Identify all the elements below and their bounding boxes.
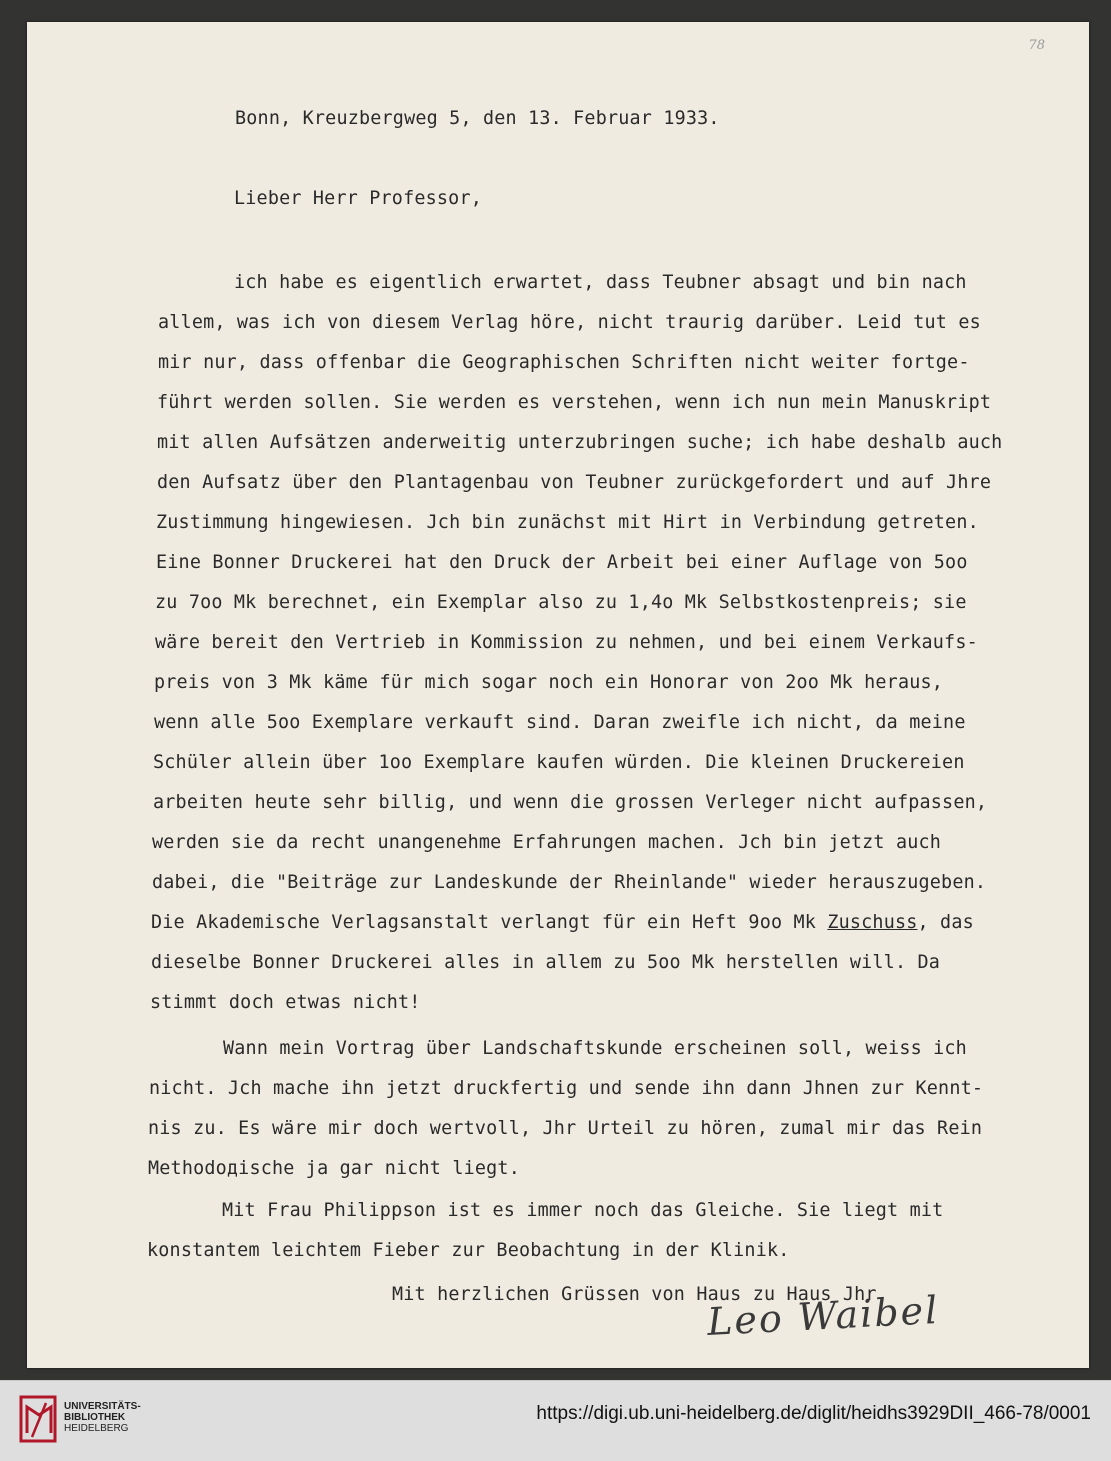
body-line: nicht. Jch mache ihn jetzt druckfertig und sende ihn dann Jhnen zur Kennt-	[149, 1078, 984, 1099]
body-line: werden sie da recht unangenehme Erfahrungen machen. Jch bin jetzt auch	[152, 832, 942, 853]
body-line: Zustimmung hingewiesen. Jch bin zunächst mit Hirt in Verbindung getreten.	[156, 512, 979, 533]
body-line: konstantem leichtem Fieber zur Beobachtung in der Klinik.	[147, 1240, 790, 1261]
library-footer	[0, 1380, 1111, 1461]
body-line: mit allen Aufsätzen anderweitig unterzubringen suche; ich habe deshalb auch	[157, 432, 1003, 453]
library-name-line: BIBLIOTHEK	[64, 1412, 126, 1423]
body-line: dabei, die "Beiträge zur Landeskunde der Rheinlande" wieder herauszugeben.	[152, 872, 987, 893]
body-text: , das	[917, 912, 974, 933]
body-line: nis zu. Es wäre mir doch wertvoll, Jhr Urteil zu hören, zumal mir das Rein	[148, 1118, 983, 1139]
letter-page	[27, 22, 1089, 1368]
library-name-line: UNIVERSITÄTS-	[64, 1401, 141, 1412]
body-line: Wann mein Vortrag über Landschaftskunde erscheinen soll, weiss ich	[223, 1038, 967, 1059]
body-line: arbeiten heute sehr billig, und wenn die grossen Verleger nicht aufpassen,	[153, 792, 988, 813]
university-library-logo-icon	[18, 1393, 60, 1445]
body-line: ich habe es eigentlich erwartet, dass Teubner absagt und bin nach	[234, 272, 967, 293]
library-name	[64, 1401, 141, 1434]
body-line: allem, was ich von diesem Verlag höre, nicht traurig darüber. Leid tut es	[158, 312, 981, 333]
closing-line: Mit herzlichen Grüssen von Haus zu Haus Jhr	[392, 1284, 877, 1305]
body-line: wäre bereit den Vertrieb in Kommission zu nehmen, und bei einem Verkaufs-	[155, 632, 978, 653]
body-line: Mit Frau Philippson ist es immer noch das Gleiche. Sie liegt mit	[222, 1200, 944, 1221]
body-line: Methodoдische ja gar nicht liegt.	[148, 1158, 520, 1179]
body-line: preis von 3 Mk käme für mich sogar noch ein Honorar von 2oo Mk heraus,	[154, 672, 944, 693]
body-line: Eine Bonner Druckerei hat den Druck der Arbeit bei einer Auflage von 5oo	[156, 552, 968, 573]
body-text: Die Akademische Verlagsanstalt verlangt für ein Heft 9oo Mk	[151, 912, 828, 933]
place-date-line: Bonn, Kreuzbergweg 5, den 13. Februar 1933.	[235, 108, 720, 129]
body-line: führt werden sollen. Sie werden es verstehen, wenn ich nun mein Manuskript	[157, 392, 992, 413]
body-line: wenn alle 5oo Exemplare verkauft sind. Daran zweifle ich nicht, da meine	[154, 712, 966, 733]
salutation: Lieber Herr Professor,	[234, 188, 482, 209]
letter-body	[27, 22, 1089, 1368]
handwritten-signature: Leo Waibel	[706, 1287, 941, 1345]
library-name-line: HEIDELBERG	[64, 1423, 129, 1434]
body-line: Schüler allein über 1oo Exemplare kaufen würden. Die kleinen Druckereien	[153, 752, 965, 773]
body-line: stimmt doch etwas nicht!	[150, 992, 421, 1013]
underlined-word: Zuschuss	[827, 912, 918, 933]
archive-page-number: 78	[1028, 38, 1045, 53]
body-line	[151, 912, 974, 934]
body-line: zu 7oo Mk berechnet, ein Exemplar also zu 1,4o Mk Selbstkostenpreis; sie	[155, 592, 967, 613]
body-line: mir nur, dass offenbar die Geographischen Schriften nicht weiter fortge-	[158, 352, 970, 373]
body-line: dieselbe Bonner Druckerei alles in allem zu 5oo Mk herstellen will. Da	[151, 952, 941, 973]
body-line: den Aufsatz über den Plantagenbau von Teubner zurückgefordert und auf Jhre	[157, 472, 992, 493]
document-url-link[interactable]: https://digi.ub.uni-heidelberg.de/diglit/heidhs3929DII_466-78/0001	[536, 1403, 1091, 1424]
